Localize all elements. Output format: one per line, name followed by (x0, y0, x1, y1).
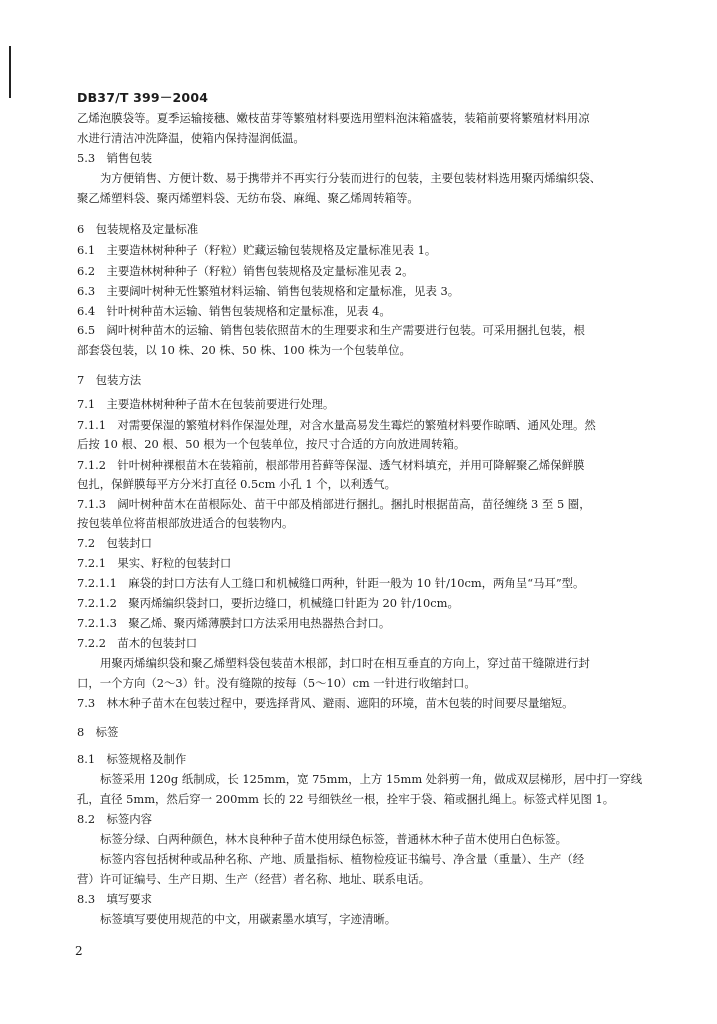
body-line: 营）许可证编号、生产日期、生产（经营）者名称、地址、联系电话。 (77, 872, 431, 886)
body-line: 部套袋包装，以 10 株、20 株、50 株、100 株为一个包装单位。 (77, 343, 411, 357)
body-line: 6.5 阔叶树种苗木的运输、销售包装依照苗木的生理要求和生产需要进行包装。可采用捆扎包装，根 (77, 323, 585, 337)
body-line: 标签分绿、白两种颜色，林木良种种子苗木使用绿色标签，普通林木种子苗木使用白色标签。 (100, 832, 568, 846)
section-heading: 8.3 填写要求 (77, 892, 153, 906)
body-line: 标签内容包括树种或品种名称、产地、质量指标、植物检疫证书编号、净含量（重量）、生产（经 (100, 852, 585, 866)
body-line: 口，一个方向（2～3）针。没有缝隙的按每（5～10）cm 一针进行收缩封口。 (77, 676, 476, 690)
body-line: 孔，直径 5mm，然后穿一 200mm 长的 22 号细铁丝一根，拴牢于袋、箱或捆扎绳上。标签式样见图 1。 (77, 792, 615, 806)
body-line: 7.2.1.3 聚乙烯、聚丙烯薄膜封口方法采用电热器热合封口。 (77, 616, 391, 630)
body-line: 聚乙烯塑料袋、聚丙烯塑料袋、无纺布袋、麻绳、聚乙烯周转箱等。 (77, 191, 419, 205)
body-line: 7.2.1.1 麻袋的封口方法有人工缝口和机械缝口两种，针距一般为 10 针/10cm，两角呈“马耳”型。 (77, 576, 585, 590)
body-line: 6.1 主要造林树种种子（籽粒）贮藏运输包装规格及定量标准见表 1。 (77, 243, 437, 257)
body-line: 6.4 针叶树种苗木运输、销售包装规格和定量标准，见表 4。 (77, 304, 391, 318)
body-line: 7.1 主要造林树种种子苗木在包装前要进行处理。 (77, 397, 335, 411)
body-line: 7.1.2 针叶树种裸根苗木在装箱前，根部带用苔藓等保湿、透气材料填充，并用可降解聚乙烯保鲜膜 (77, 458, 585, 472)
body-line: 包扎，保鲜膜每平方分米打直径 0.5cm 小孔 1 个，以利透气。 (77, 477, 397, 491)
body-line: 乙烯泡膜袋等。夏季运输接穗、嫩枝苗芽等繁殖材料要选用塑料泡沫箱盛装，装箱前要将繁殖材料用凉 (77, 111, 590, 125)
body-line: 标签采用 120g 纸制成，长 125mm，宽 75mm，上方 15mm 处斜剪一角，做成双层梯形，居中打一穿线 (100, 772, 643, 786)
document-code: DB37/T 399－2004 (77, 90, 209, 105)
section-heading: 8.2 标签内容 (77, 812, 153, 826)
section-heading: 8.1 标签规格及制作 (77, 752, 187, 766)
chapter-heading: 7 包装方法 (77, 373, 142, 387)
chapter-heading: 6 包装规格及定量标准 (77, 222, 199, 236)
body-line: 用聚丙烯编织袋和聚乙烯塑料袋包装苗木根部，封口时在相互垂直的方向上，穿过苗干缝隙进行封 (100, 656, 590, 670)
section-heading: 7.2 包装封口 (77, 536, 153, 550)
body-line: 7.3 林木种子苗木在包装过程中，要选择背风、避雨、遮阳的环境，苗木包装的时间要尽量缩短。 (77, 696, 574, 710)
body-line: 水进行清洁冲洗降温，使箱内保持湿润低温。 (77, 131, 305, 145)
section-heading: 7.2.1 果实、籽粒的包装封口 (77, 556, 232, 570)
section-heading: 7.2.2 苗木的包装封口 (77, 636, 198, 650)
body-line: 7.2.1.2 聚丙烯编织袋封口，要折边缝口，机械缝口针距为 20 针/10cm。 (77, 596, 459, 610)
body-line: 6.3 主要阔叶树种无性繁殖材料运输、销售包装规格和定量标准，见表 3。 (77, 284, 460, 298)
body-line: 7.1.3 阔叶树种苗木在苗根际处、苗干中部及梢部进行捆扎。捆扎时根据苗高，苗径缠绕 3 至 5 圈， (77, 497, 591, 511)
body-line: 6.2 主要造林树种种子（籽粒）销售包装规格及定量标准见表 2。 (77, 264, 414, 278)
chapter-heading: 8 标签 (77, 725, 119, 739)
page-number: 2 (75, 944, 83, 958)
section-heading: 5.3 销售包装 (77, 151, 153, 165)
body-line: 后按 10 根、20 根、50 根为一个包装单位，按尺寸合适的方向放进周转箱。 (77, 437, 466, 451)
scan-edge-mark (9, 46, 11, 98)
body-line: 7.1.1 对需要保湿的繁殖材料作保湿处理，对含水量高易发生霉烂的繁殖材料要作晾晒、通风处理。然 (77, 418, 596, 432)
body-line: 按包装单位将苗根部放进适合的包装物内。 (77, 516, 294, 530)
body-line: 标签填写要使用规范的中文，用碳素墨水填写，字迹清晰。 (100, 912, 397, 926)
body-line: 为方便销售、方便计数、易于携带并不再实行分装而进行的包装，主要包装材料选用聚丙烯编织袋、 (100, 171, 602, 185)
